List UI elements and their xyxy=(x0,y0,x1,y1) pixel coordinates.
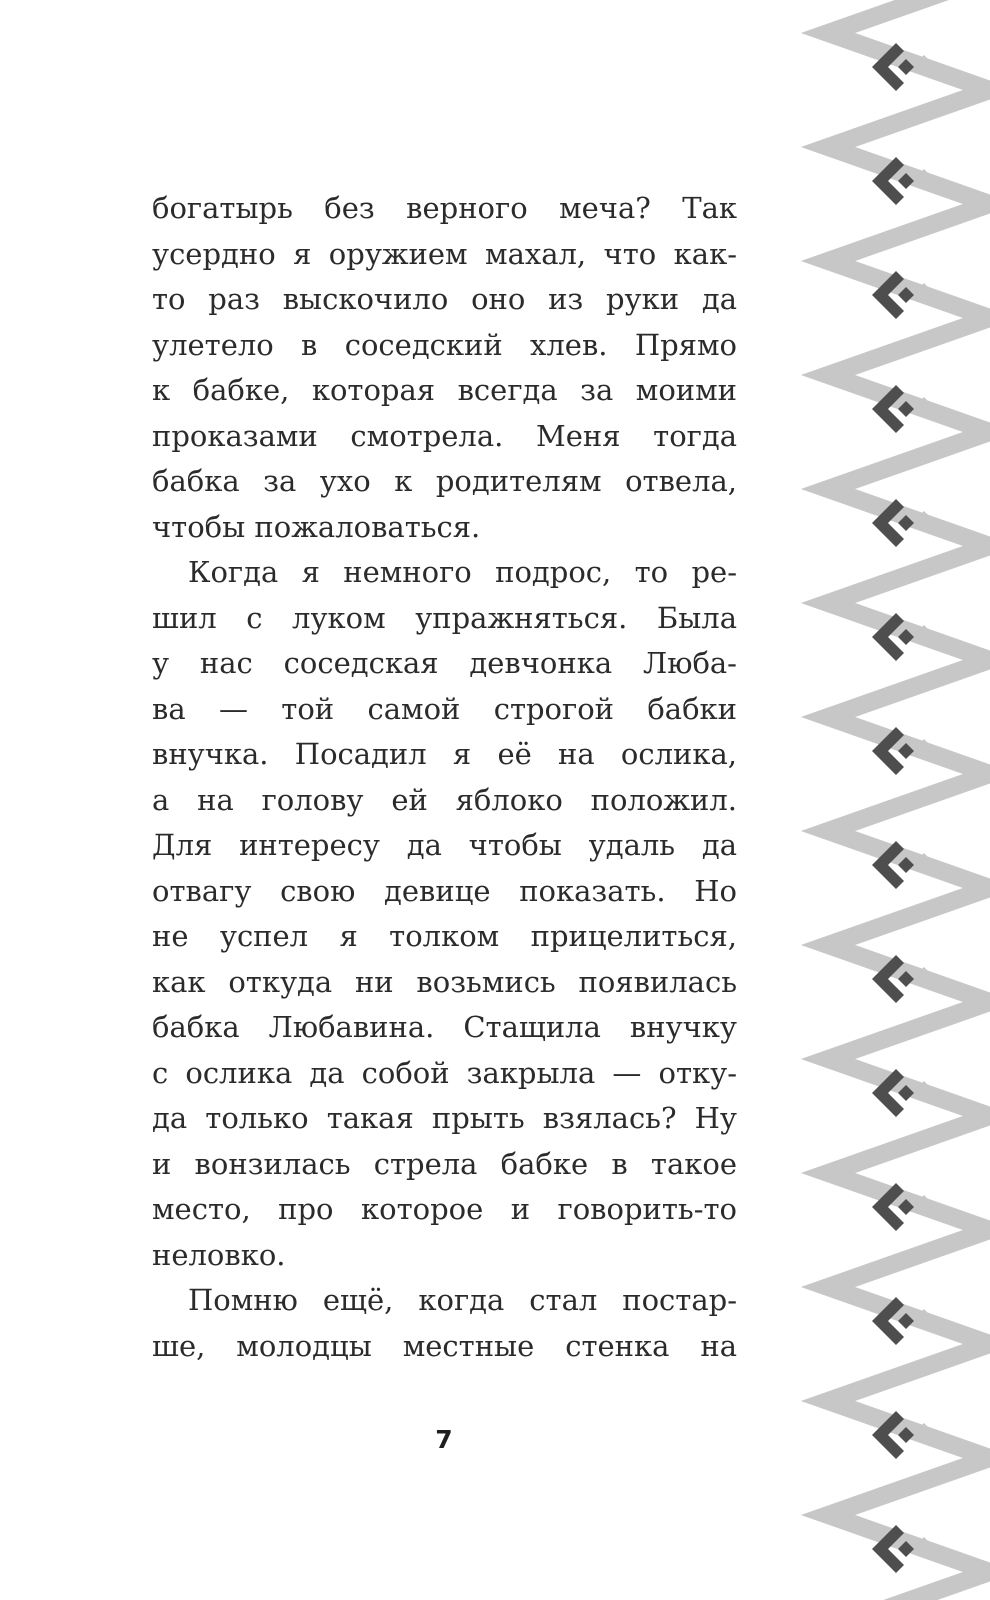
ornament-zigzag xyxy=(828,1230,990,1344)
body-text xyxy=(152,186,737,1369)
text-line: с ослика да собой закрыла — отку- xyxy=(152,1055,737,1090)
ornament-zigzag xyxy=(828,0,990,90)
ornament-zigzag xyxy=(828,546,990,660)
ornament-zigzag xyxy=(828,1458,990,1572)
text-line: богатырь без верного меча? Так xyxy=(152,191,737,225)
ornament-zigzag xyxy=(828,1572,990,1600)
text-line: ва — той самой строгой бабки xyxy=(152,691,737,726)
text-line: чтобы пожаловаться. xyxy=(152,509,481,544)
text-line: усердно я оружием махал, что как- xyxy=(152,236,737,271)
text-line: отвагу свою девице показать. Но xyxy=(152,873,737,908)
text-line: улетело в соседский хлев. Прямо xyxy=(152,327,737,362)
paragraph-3 xyxy=(152,1278,737,1369)
ornament-zigzag xyxy=(828,660,990,774)
text-line: неловко. xyxy=(152,1237,286,1272)
zigzag-border-ornament-icon xyxy=(800,0,990,1600)
paragraph-2 xyxy=(152,550,737,1278)
text-line: а на голову ей яблоко положил. xyxy=(152,782,737,817)
ornament-zigzag xyxy=(828,1116,990,1230)
ornament-zigzag xyxy=(828,1344,990,1458)
text-line: то раз выскочило оно из руки да xyxy=(152,282,737,316)
text-line: шил с луком упражняться. Была xyxy=(152,600,737,635)
text-line: Для интересу да чтобы удаль да xyxy=(152,828,737,862)
paragraph-1 xyxy=(152,186,737,550)
ornament-zigzag xyxy=(828,318,990,432)
ornament-zigzag xyxy=(828,204,990,318)
text-line: бабка за ухо к родителям отвела, xyxy=(152,464,737,498)
text-line: внучка. Посадил я её на ослика, xyxy=(152,737,737,771)
text-line: бабка Любавина. Стащила внучку xyxy=(152,1010,737,1044)
text-line: да только такая прыть взялась? Ну xyxy=(152,1101,737,1135)
text-line: Когда я немного подрос, то ре- xyxy=(188,555,737,589)
ornament-zigzag xyxy=(828,1002,990,1116)
ornament-zigzag xyxy=(828,432,990,546)
text-line: к бабке, которая всегда за моими xyxy=(152,373,737,407)
page-number: 7 xyxy=(435,1425,453,1454)
text-line: как откуда ни возьмись появилась xyxy=(152,964,737,999)
ornament-zigzag xyxy=(828,90,990,204)
text-line: проказами смотрела. Меня тогда xyxy=(152,418,737,453)
text-line: ше, молодцы местные стенка на xyxy=(152,1328,737,1363)
text-line: не успел я толком прицелиться, xyxy=(152,919,737,953)
text-line: у нас соседская девчонка Люба- xyxy=(152,646,737,680)
text-line: место, про которое и говорить-то xyxy=(152,1192,737,1226)
text-line: Помню ещё, когда стал постар- xyxy=(188,1283,737,1317)
ornament-zigzag xyxy=(828,888,990,1002)
text-line: и вонзилась стрела бабке в такое xyxy=(152,1146,737,1181)
ornament-zigzag xyxy=(828,774,990,888)
